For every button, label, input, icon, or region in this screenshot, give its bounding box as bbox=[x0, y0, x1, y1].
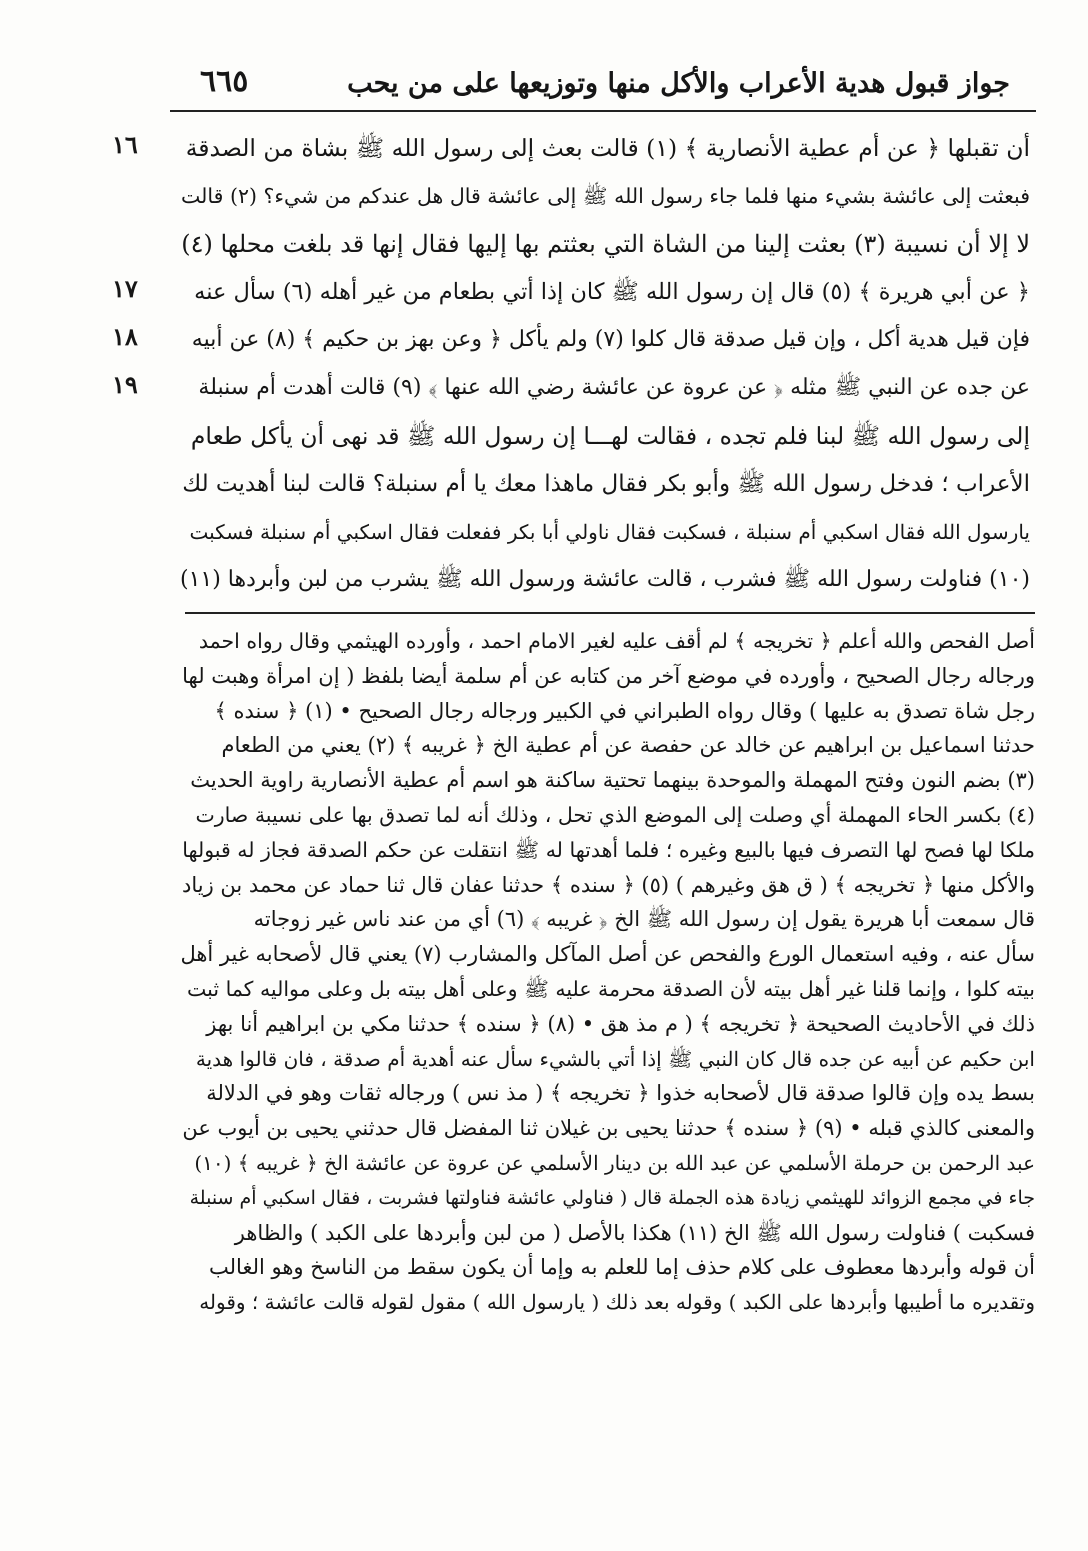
hadith-line: عن جده عن النبي ﷺ مثله ﴿ عن عروة عن عائشة رضي الله عنها ﴾ (٩) قالت أهدت أم سنبلة bbox=[198, 375, 1030, 400]
commentary-line: قال سمعت أبا هريرة يقول إن رسول الله ﷺ الخ ﴿ غريبه ﴾ (٦) أي من عند ناس غير زوجاته bbox=[253, 907, 1035, 932]
commentary-line: ابن حكيم عن أبيه عن جده قال كان النبي ﷺ إذا أتي بالشيء سأل عنه أهدية أم صدقة ، فان قالوا هدية bbox=[195, 1046, 1035, 1071]
running-title: جواز قبول هدية الأعراب والأكل منها وتوزيعها على من يحب bbox=[347, 68, 1010, 99]
footnote-separator bbox=[185, 612, 1035, 614]
commentary-line: أن قوله وأبردها معطوف على كلام حذف إما للعلم به وإما أن يكون سقط من الناسخ وهو الغالب bbox=[209, 1255, 1035, 1280]
hadith-line: (١٠) فناولت رسول الله ﷺ فشرب ، قالت عائشة ورسول الله ﷺ يشرب من لبن وأبردها (١١) bbox=[180, 567, 1030, 592]
page-number: ٦٦٥ bbox=[200, 64, 249, 99]
hadith-line: إلى رسول الله ﷺ لبنا فلم تجده ، فقالت لهـــا إن رسول الله ﷺ قد نهى أن يأكل طعام bbox=[190, 422, 1030, 450]
hadith-line: ﴿ عن أبي هريرة ﴾ (٥) قال إن رسول الله ﷺ كان إذا أتي بطعام من غير أهله (٦) سأل عنه bbox=[194, 279, 1030, 305]
commentary-line: رجل شاة تصدق به عليها ) وقال رواه الطبراني في الكبير ورجاله رجال الصحيح • (١) ﴿ سنده ﴾ bbox=[214, 698, 1035, 723]
hadith-number: ١٦ bbox=[112, 130, 138, 159]
commentary-line: بيته كلوا ، وإنما قلنا غير أهل بيته لأن الصدقة محرمة عليه ﷺ وعلى أهل بيته بل وعلى مواليه كما ثبت bbox=[187, 976, 1035, 1001]
hadith-number: ١٧ bbox=[112, 274, 138, 303]
commentary-line: أصل الفحص والله أعلم ﴿ تخريجه ﴾ لم أقف عليه لغير الامام احمد ، وأورده الهيثمي وقال رواه احمد bbox=[198, 629, 1035, 653]
commentary-text bbox=[180, 624, 1035, 1320]
commentary-line: جاء في مجمع الزوائد للهيثمي زيادة هذه الجملة قال ( فناولي عائشة فناولتها فشربت ، فقال اسكبي أم سنبلة bbox=[189, 1186, 1035, 1209]
hadith-number: ١٩ bbox=[112, 370, 138, 399]
commentary-line: حدثنا اسماعيل بن ابراهيم عن خالد عن حفصة عن أم عطية الخ ﴿ غريبه ﴾ (٢) يعني من الطعام bbox=[221, 733, 1035, 758]
commentary-line: والمعنى كالذي قبله • (٩) ﴿ سنده ﴾ حدثنا يحيى بن غيلان ثنا المفضل قال حدثني يحيى بن أيوب عن bbox=[182, 1116, 1035, 1141]
hadith-line: لا إلا أن نسيبة (٣) بعثت إلينا من الشاة التي بعثتم بها إليها فقال إنها قد بلغت محلها (٤) bbox=[181, 230, 1030, 258]
commentary-line: فسكبت ) فناولت رسول الله ﷺ الخ (١١) هكذا بالأصل ( من لبن وأبردها على الكبد ) والظاهر bbox=[234, 1220, 1035, 1245]
commentary-line: والأكل منها ﴿ تخريجه ﴾ ( ق هق وغيرهم ) (٥) ﴿ سنده ﴾ حدثنا عفان قال ثنا حماد عن محمد بن زياد bbox=[182, 872, 1035, 897]
commentary-line: ملكا لها فصح لها التصرف فيها بالبيع وغيره ؛ فلما أهدتها له ﷺ انتقلت عن حكم الصدقة فجاز له قبولها bbox=[182, 837, 1035, 862]
page-header bbox=[170, 62, 1030, 110]
commentary-line: ورجاله رجال الصحيح ، وأورده في موضع آخر من كتابه عن أم سلمة أيضا بلفظ ( إن امرأة وهبت لها bbox=[182, 663, 1035, 688]
hadith-line: يارسول الله فقال اسكبي أم سنبلة ، فسكبت فقال ناولي أبا بكر ففعلت فقال اسكبي أم سنبلة فسكبت bbox=[189, 520, 1030, 544]
commentary-line: سأل عنه ، وفيه استعمال الورع والفحص عن أصل المآكل والمشارب (٧) يعني قال لأصحابه غير أهل bbox=[180, 942, 1035, 967]
hadith-text bbox=[180, 124, 1030, 604]
commentary-line: عبد الرحمن بن حرملة الأسلمي عن عبد الله بن دينار الأسلمي عن عروة عن عائشة الخ ﴿ غريبه ﴾ (١٠) bbox=[194, 1150, 1035, 1175]
commentary-line: ذلك في الأحاديث الصحيحة ﴿ تخريجه ﴾ ( م مذ هق • (٨) ﴿ سنده ﴾ حدثنا مكي بن ابراهيم أنا بهز bbox=[206, 1011, 1035, 1036]
hadith-number: ١٨ bbox=[112, 322, 138, 351]
commentary-line: (٤) بكسر الحاء المهملة أي وصلت إلى الموضع الذي تحل ، وذلك أنه لما تصدق بها على نسيبة صارت bbox=[195, 802, 1035, 827]
hadith-line: فإن قيل هدية أكل ، وإن قيل صدقة قال كلوا (٧) ولم يأكل ﴿ وعن بهز بن حكيم ﴾ (٨) عن أبيه bbox=[191, 327, 1030, 352]
commentary-line: وتقديره ما أطيبها وأبردها على الكبد ) وقوله بعد ذلك ( يارسول الله ) مقول لقوله قالت عائشة ؛ وقوله bbox=[199, 1290, 1035, 1315]
hadith-line: فبعثت إلى عائشة بشيء منها فلما جاء رسول الله ﷺ إلى عائشة قال هل عندكم من شيء؟ (٢) قالت bbox=[181, 184, 1030, 208]
commentary-line: بسط يده وإن قالوا صدقة قال لأصحابه خذوا ﴿ تخريجه ﴾ ( مذ نس ) ورجاله ثقات وهو في الدلالة bbox=[206, 1081, 1035, 1106]
header-rule bbox=[170, 110, 1036, 112]
hadith-line: أن تقبلها ﴿ عن أم عطية الأنصارية ﴾ (١) قالت بعث إلى رسول الله ﷺ بشاة من الصدقة bbox=[185, 134, 1030, 162]
hadith-line: الأعراب ؛ فدخل رسول الله ﷺ وأبو بكر فقال ماهذا معك يا أم سنبلة؟ قالت لبنا أهديت لك bbox=[182, 471, 1030, 497]
commentary-line: (٣) بضم النون وفتح المهملة والموحدة بينهما تحتية ساكنة هو اسم أم عطية الأنصارية راوية الحديث bbox=[190, 768, 1035, 793]
